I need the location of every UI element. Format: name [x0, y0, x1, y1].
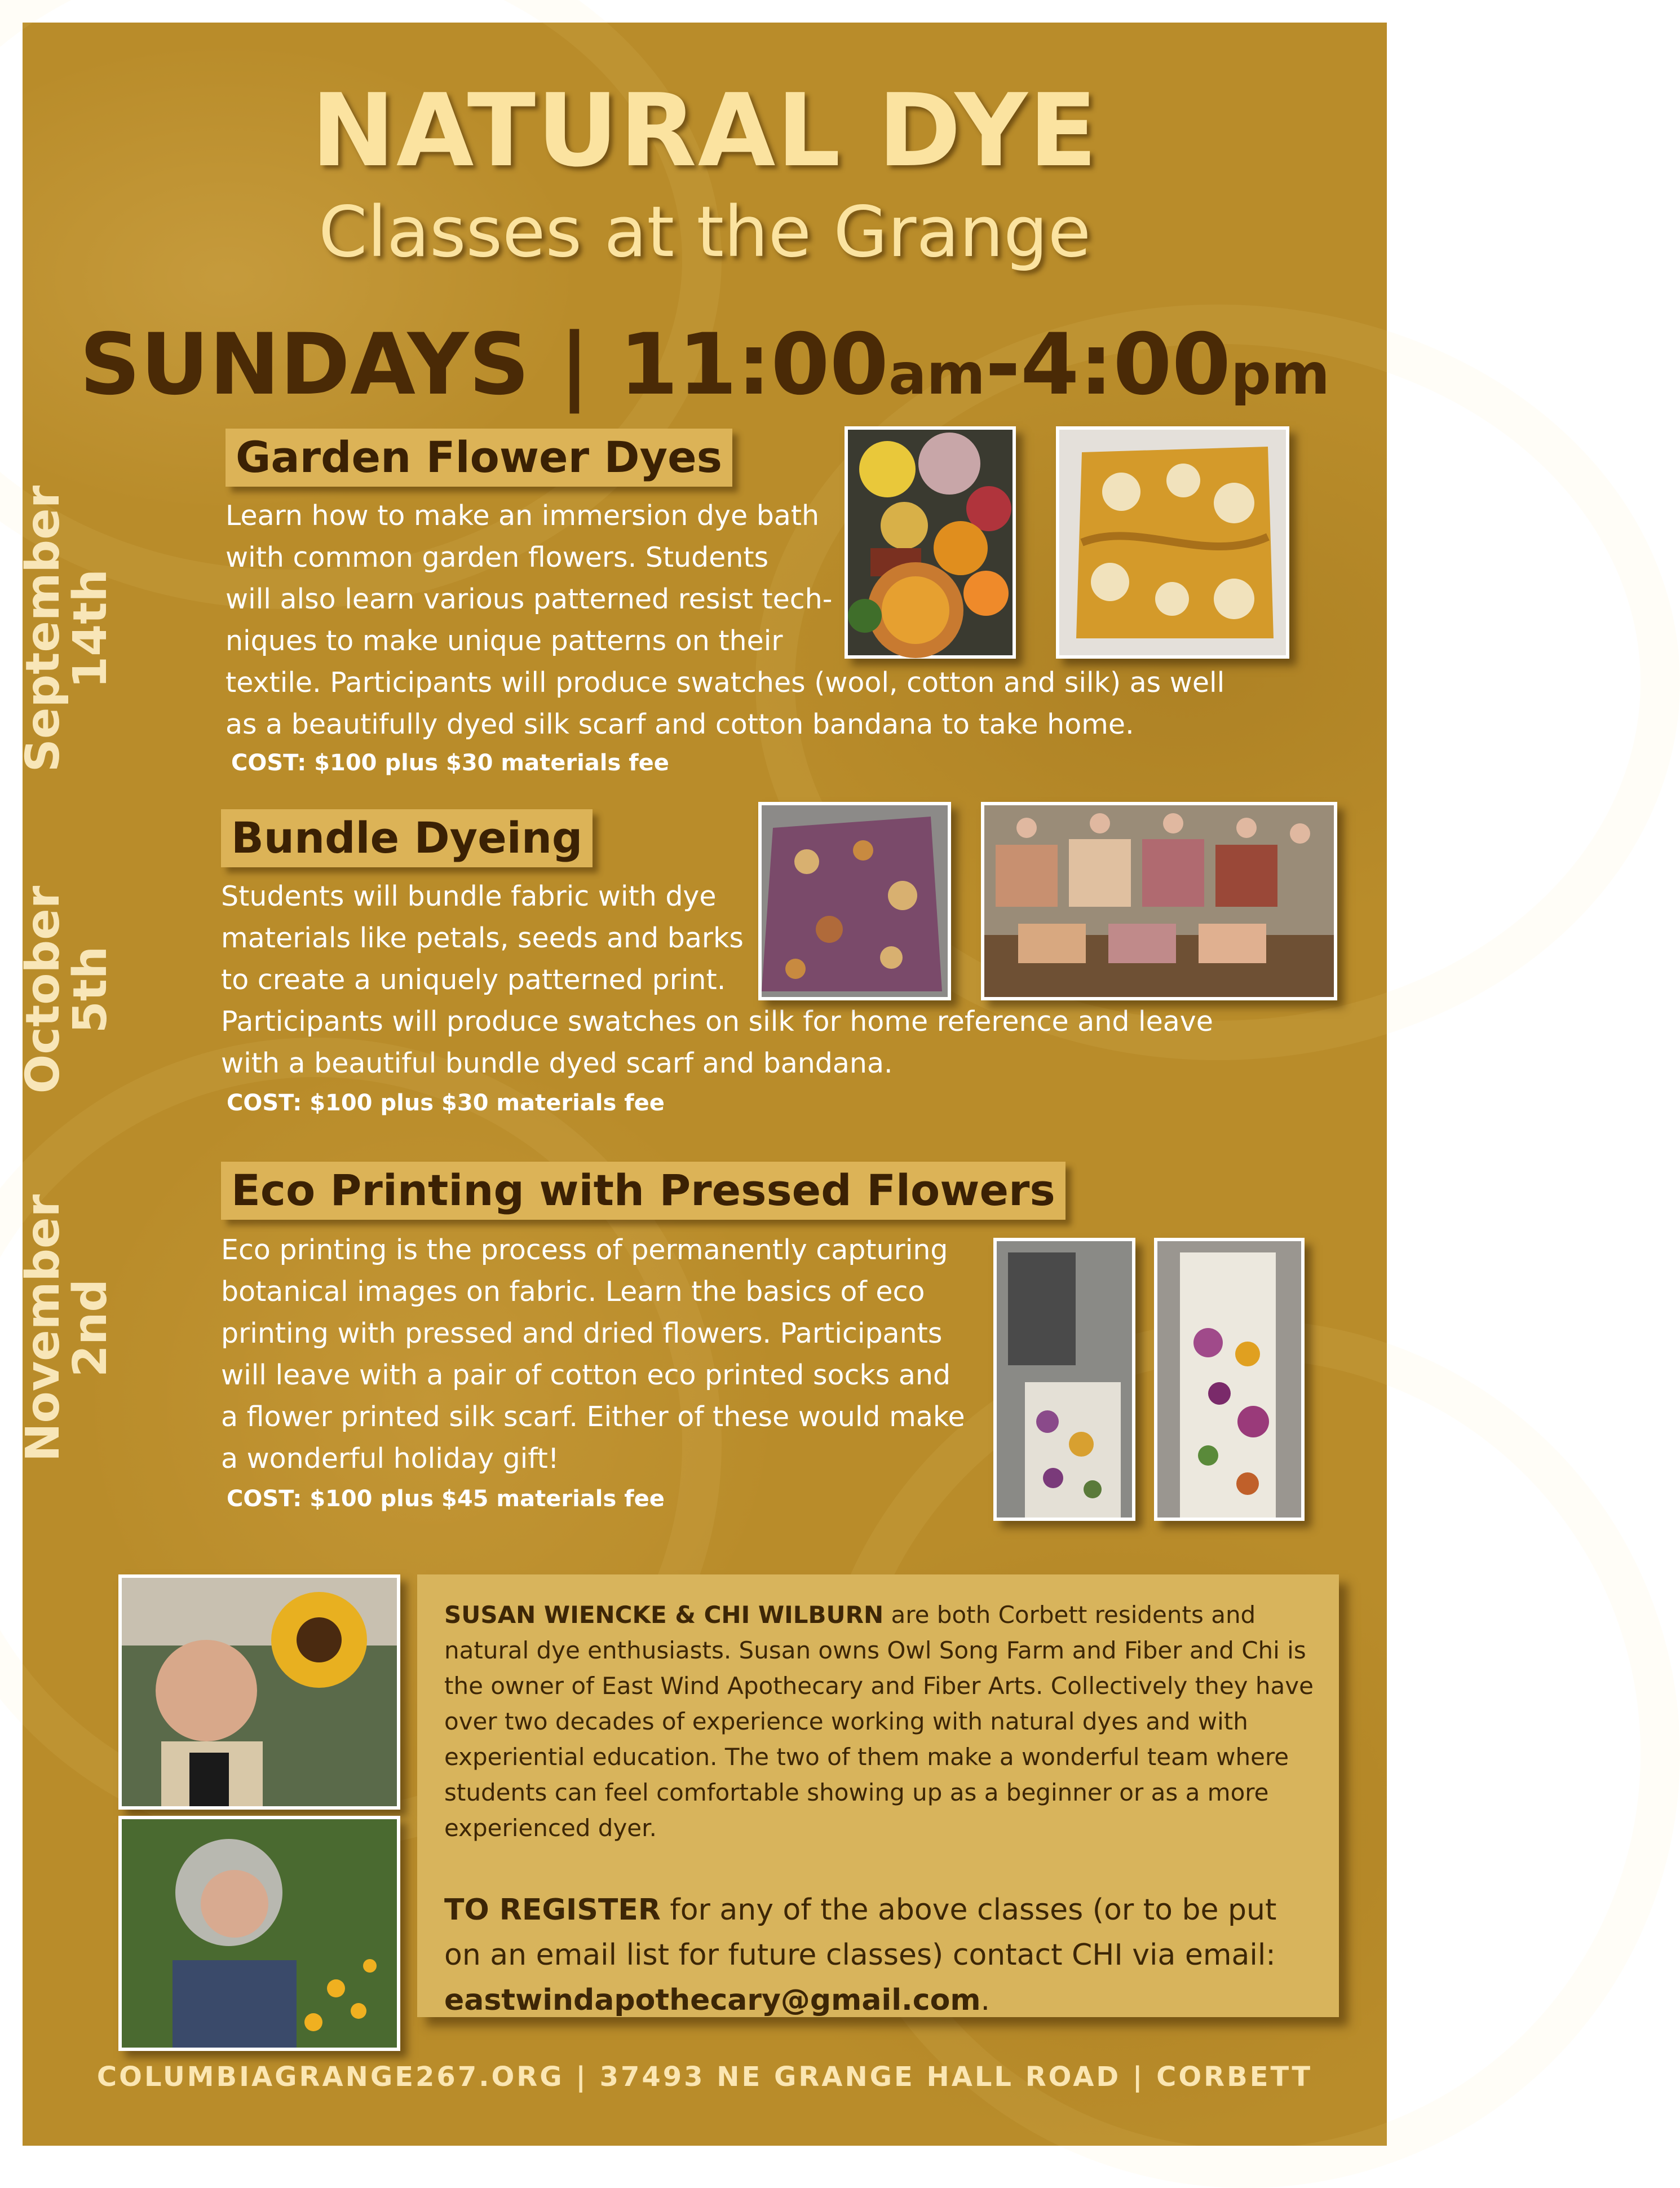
instructor-bio: [444, 1597, 1315, 1846]
desc-line: will leave with a pair of cotton eco printed socks and: [221, 1359, 951, 1391]
photo-eco-printing-work: [993, 1238, 1135, 1521]
schedule-pm: pm: [1231, 341, 1330, 407]
desc-line: printing with pressed and dried flowers. Participants: [221, 1317, 943, 1349]
poster: [16, 23, 1387, 2146]
footer-address: COLUMBIAGRANGE267.ORG | 37493 NE GRANGE HALL ROAD | CORBETT: [96, 2061, 1313, 2093]
class-cost: COST: $100 plus $30 materials fee: [227, 1090, 665, 1116]
schedule-line: [23, 316, 1387, 414]
schedule-day-start: SUNDAYS | 11:00: [79, 316, 889, 414]
desc-line: textile. Participants will produce swatches (wool, cotton and silk) as well: [226, 667, 1225, 699]
desc-line: a flower printed silk scarf. Either of these would make: [221, 1401, 965, 1433]
date-day: 14th: [63, 569, 117, 689]
registration-info: [444, 1887, 1315, 2023]
schedule-end: -4:00: [985, 316, 1231, 414]
class-cost: COST: $100 plus $45 materials fee: [227, 1486, 665, 1512]
date-november-2: [16, 1181, 149, 1475]
desc-line: with a beautiful bundle dyed scarf and bandana.: [221, 1047, 893, 1079]
poster-subtitle: Classes at the Grange: [318, 192, 1091, 273]
instructor-bio-text: are both Corbett residents and natural dye enthusiasts. Susan owns Owl Song Farm and Fiber and Chi is the owner of East Wind Apothecary and Fiber Arts. Collectively they have over two decades of experience working with natural dyes and with experiential education. The two of them make a wonderful team where students can feel comfortable showing up as a beginner or as a more experienced dyer.: [444, 1601, 1314, 1842]
desc-line: Participants will produce swatches on silk for home reference and leave: [221, 1005, 1213, 1038]
schedule-am: am: [888, 341, 985, 407]
desc-line: Students will bundle fabric with dye: [221, 880, 717, 912]
date-month: October: [16, 885, 70, 1094]
desc-line: materials like petals, seeds and barks: [221, 922, 744, 954]
date-day: 5th: [63, 946, 117, 1034]
instructor-info-box: [417, 1574, 1339, 2017]
date-month: September: [16, 485, 70, 773]
instructor-names: SUSAN WIENCKE & CHI WILBURN: [444, 1601, 884, 1629]
class-title-bundle-dyeing: Bundle Dyeing: [221, 809, 593, 867]
desc-line: Learn how to make an immersion dye bath: [226, 500, 820, 532]
class-title-eco-printing: Eco Printing with Pressed Flowers: [221, 1162, 1066, 1220]
register-text: for any of the above classes (or to be put on an email list for future classes) contact CHI via email:: [444, 1893, 1277, 1972]
desc-line: as a beautifully dyed silk scarf and cotton bandana to take home.: [226, 708, 1134, 740]
register-email-link[interactable]: eastwindapothecary@gmail.com: [444, 1983, 981, 2017]
desc-line: niques to make unique patterns on their: [226, 625, 783, 657]
register-lead: TO REGISTER: [444, 1893, 661, 1927]
poster-title: NATURAL DYE: [311, 72, 1099, 189]
class-cost: COST: $100 plus $30 materials fee: [231, 750, 669, 776]
date-month: November: [16, 1194, 70, 1462]
desc-line: to create a uniquely patterned print.: [221, 964, 726, 996]
desc-line: with common garden flowers. Students: [226, 541, 769, 574]
silk-scarf-illustration: [1059, 430, 1286, 655]
photo-dyed-silk-scarf: [1056, 426, 1289, 659]
class-group-illustration: [984, 805, 1334, 997]
desc-line: botanical images on fabric. Learn the basics of eco: [221, 1276, 925, 1308]
photo-flower-bowls: [845, 426, 1016, 659]
desc-line: Eco printing is the process of permanently capturing: [221, 1234, 948, 1266]
eco-printing-illustration: [997, 1241, 1132, 1518]
instructor-flowers-illustration: [122, 1819, 397, 2048]
class-title-garden-flower-dyes: Garden Flower Dyes: [226, 429, 732, 487]
photo-bundle-fabric: [758, 802, 951, 1000]
register-end: .: [980, 1983, 991, 2017]
date-day: 2nd: [63, 1278, 117, 1378]
date-october-5: [16, 883, 149, 1097]
desc-line: a wonderful holiday gift!: [221, 1443, 559, 1475]
class-description: [221, 1229, 1010, 1480]
photo-instructor-chi: [118, 1816, 400, 2051]
desc-line: will also learn various patterned resist tech-: [226, 583, 833, 615]
flower-bowls-illustration: [848, 430, 1013, 655]
photo-class-group: [981, 802, 1337, 1000]
date-september-14: [16, 471, 149, 787]
photo-flower-printed-scarf: [1154, 1238, 1305, 1521]
photo-instructor-susan: [118, 1574, 400, 1810]
bundle-fabric-illustration: [762, 805, 948, 997]
instructor-sunflower-illustration: [122, 1578, 397, 1806]
flower-scarf-illustration: [1157, 1241, 1301, 1518]
